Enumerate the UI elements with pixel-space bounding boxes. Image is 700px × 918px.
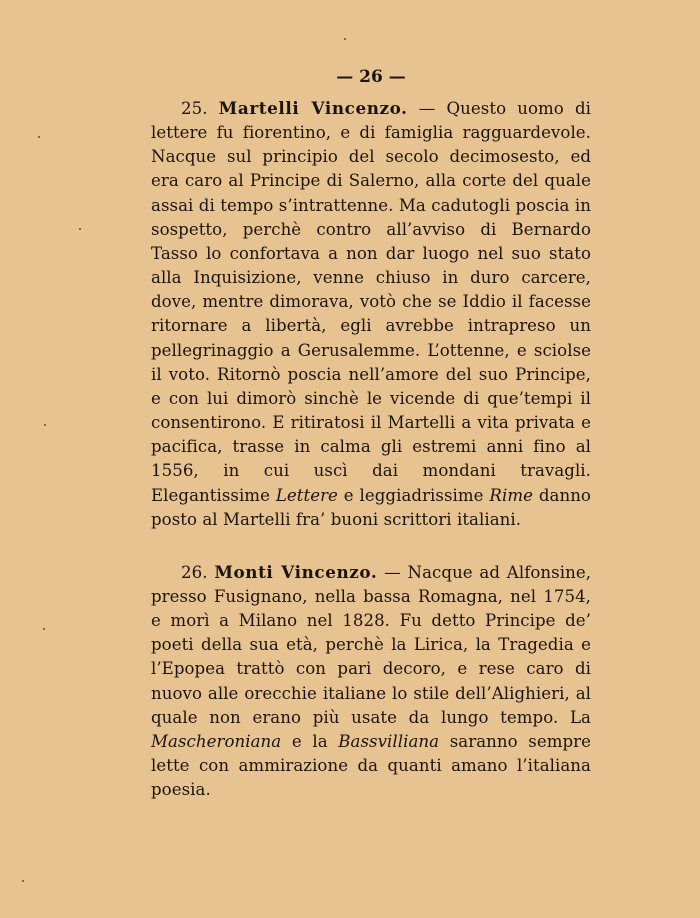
entry-text: e leggiadrissime — [343, 485, 484, 505]
entry-monti — [151, 560, 591, 803]
entry-italic-title: Mascheroniana — [151, 731, 282, 751]
paper-speck — [38, 136, 40, 138]
paragraph-gap — [151, 532, 591, 560]
paper-speck — [43, 628, 45, 630]
entry-name: Martelli Vincenzo. — [218, 98, 408, 118]
entry-paragraph — [151, 96, 591, 532]
page-content — [151, 62, 591, 802]
paper-speck — [22, 880, 24, 882]
paper-speck — [44, 424, 46, 426]
entry-text: Questo uomo di lettere fu fiorentino, e di famiglia ragguardevole. Nacque sul principio del secolo decimosesto, ed era caro al Principe di Salerno, alla corte del quale assai di tempo s’intrattenne. Ma cadutogli poscia in sospetto, perchè contro all’avviso di Bernardo Tasso lo confortava a non dar luogo nel suo stato alla Inquisizione, venne chiuso in duro carcere, dove, mentre dimorava, votò che se Iddio il facesse ritornare a libertà, egli avrebbe intrapreso un pellegrinaggio a Gerusalemme. L’ottenne, e sciolse il voto. Ritornò poscia nell’amore del suo Principe, e con lui dimorò sinchè le vicende di que’tempi il consentirono. E ritiratosi il Martelli a vita privata e pacifica, trasse in calma gli estremi anni fino al 1556, in cui uscì dai mondani travagli. Elegantissime — [151, 99, 591, 505]
entry-text: saranno sempre lette con ammirazione da quanti amano l’italiana poesia. — [151, 731, 592, 800]
entry-name: Monti Vincenzo. — [214, 561, 378, 582]
entry-italic-title: Rime — [489, 485, 533, 505]
page-number: — 26 — — [336, 67, 406, 87]
entry-text: Nacque ad Alfonsine, presso Fusignano, nella bassa Romagna, nel 1754, e morì a Milano nel 1828. Fu detto Principe de’ poeti della sua età, perchè la Lirica, la Tragedia e l’Epopea trattò con pari decoro, e rese caro di nuovo alle orecchie italiane lo stile dell’Alighieri, al quale non erano più usate da lungo tempo. La — [151, 562, 592, 727]
entry-dash: — — [384, 562, 401, 582]
entry-text: danno posto al Martelli fra’ buoni scrittori italiani. — [151, 485, 591, 529]
paper-speck — [79, 228, 81, 230]
entry-number: 26. — [181, 562, 208, 582]
entry-paragraph — [151, 560, 591, 803]
entry-italic-title: Bassvilliana — [338, 731, 440, 751]
entry-italic-title: Lettere — [275, 485, 338, 505]
entry-dash: — — [418, 99, 436, 118]
entry-number: 25. — [181, 99, 208, 118]
entry-martelli — [151, 96, 591, 532]
paper-speck — [344, 38, 346, 40]
entry-text: e la — [291, 731, 328, 751]
